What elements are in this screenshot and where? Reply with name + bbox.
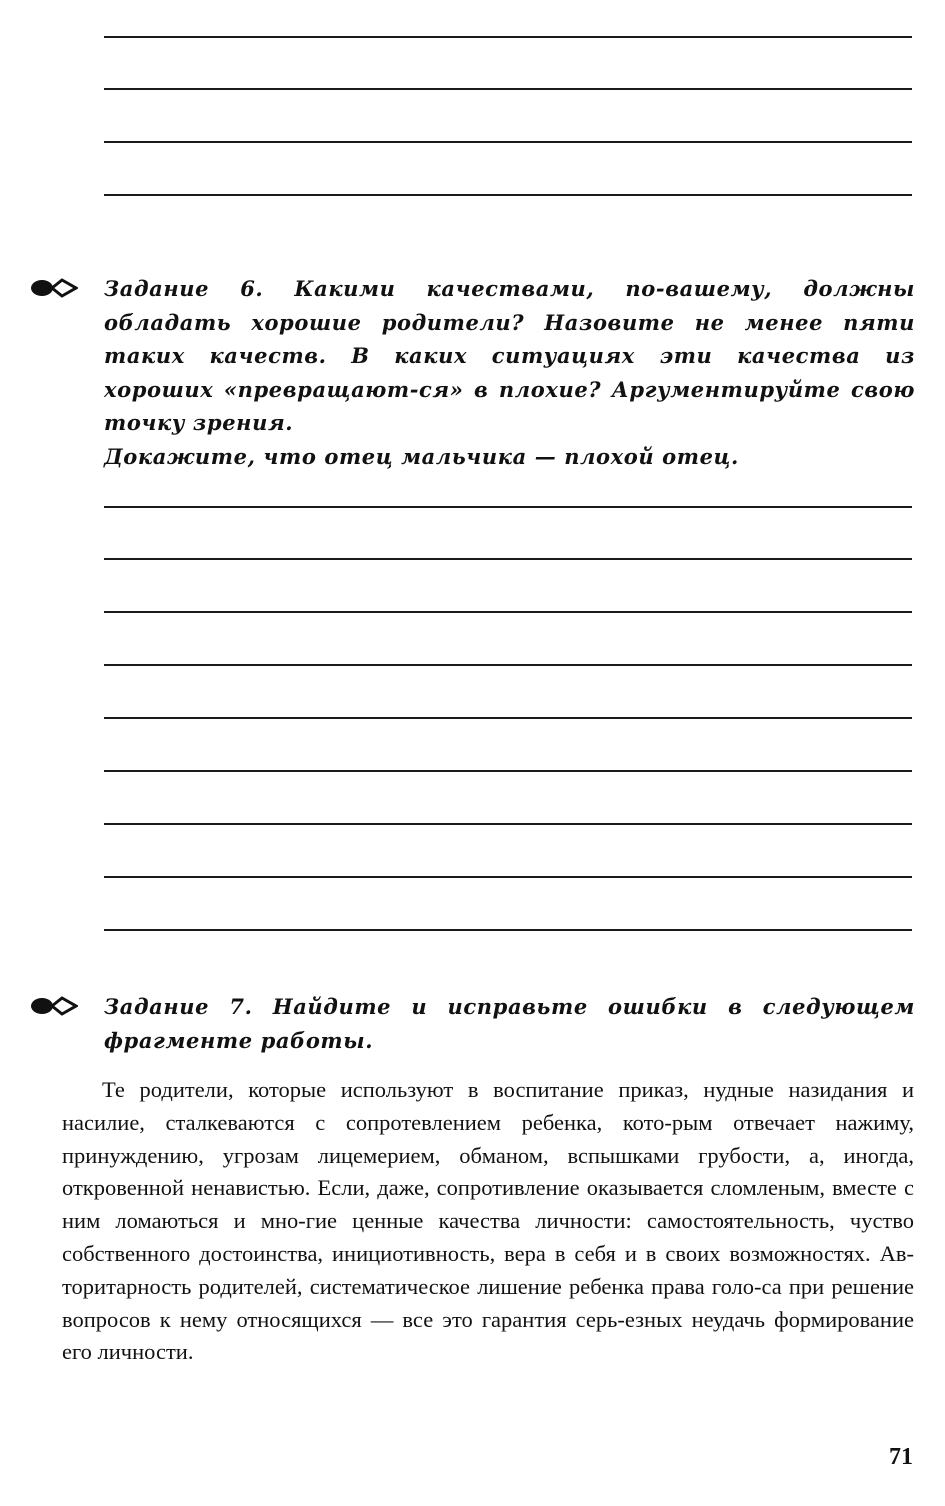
page-number: 71 (889, 1444, 913, 1470)
task-marker-icon (30, 278, 78, 298)
answer-line[interactable] (104, 823, 912, 825)
answer-line[interactable] (104, 611, 912, 613)
answer-line[interactable] (104, 506, 912, 508)
answer-line[interactable] (104, 770, 912, 772)
task-6 (30, 272, 915, 473)
answer-line[interactable] (104, 664, 912, 666)
answer-line[interactable] (104, 558, 912, 560)
error-passage: Те родители, которые используют в воспитание приказ, нудные назидания и насилие, сталкеваются с сопротевлением ребенка, кото-рым отвечает нажиму, принуждению, угрозам лицемерием, обманом, вспышками грубости, а, иногда, откровенной ненавистью. Если, даже, сопротивление оказывается сломленым, вместе с ним ломаються и мно-гие ценные качества личности: самостоятельность, чуство собственного достоинства, инициотивность, вера в себя и в своих возможностях. Ав-торитарность родителей, систематическое лишение ребенка права голо-са при решение вопросов к нему относящихся — все это гарантия серь-езных неудачь формирование его личности. (62, 1077, 914, 1365)
answer-line[interactable] (104, 36, 912, 38)
answer-line[interactable] (104, 717, 912, 719)
answer-line[interactable] (104, 88, 912, 90)
task-6-last-line: Докажите, что отец мальчика — плохой отец. (104, 443, 739, 469)
answer-line[interactable] (104, 194, 912, 196)
answer-line[interactable] (104, 876, 912, 878)
answer-line[interactable] (104, 141, 912, 143)
answer-line[interactable] (104, 929, 912, 931)
task-6-body: Задание 6. Какими качествами, по-вашему, должны обладать хорошие родители? Назовите не менее пяти таких качеств. В каких ситуациях эти качества из хороших «превращают-ся» в плохие? Аргументируйте свою точку зрения. (104, 276, 915, 435)
task-7-text: Задание 7. Найдите и исправьте ошибки в следующем фрагменте работы. (104, 994, 915, 1053)
task-7 (30, 990, 915, 1057)
task-6-text (104, 272, 915, 473)
task-marker-icon (30, 996, 78, 1016)
